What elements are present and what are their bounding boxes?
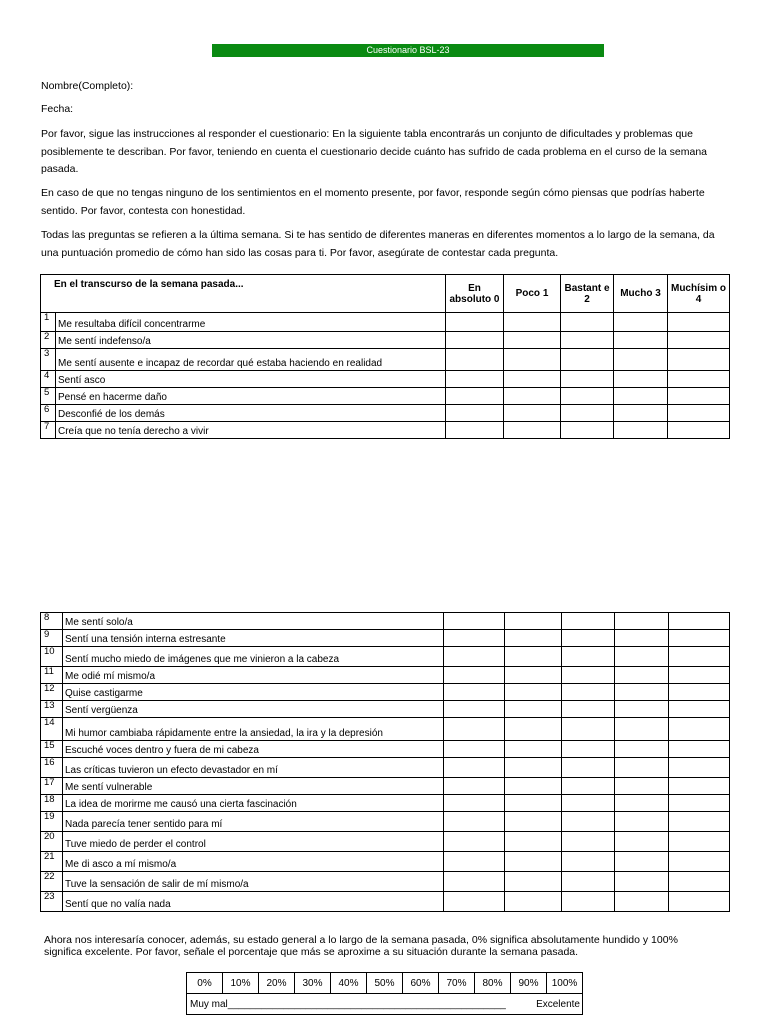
question-row <box>41 349 730 371</box>
question-number: 11 <box>41 667 63 684</box>
question-number: 9 <box>41 630 63 647</box>
percentage-option[interactable]: 80% <box>475 973 511 994</box>
col-header-not-at-all: En absoluto 0 <box>446 275 504 313</box>
question-row <box>41 613 730 630</box>
question-text: Sentí que no valía nada <box>63 892 444 912</box>
answer-cell-4[interactable] <box>669 852 730 872</box>
answer-cell-2[interactable] <box>562 667 615 684</box>
question-number: 17 <box>41 778 63 795</box>
answer-cell-4[interactable] <box>669 684 730 701</box>
answer-cell-3[interactable] <box>614 405 668 422</box>
question-row <box>41 667 730 684</box>
answer-cell-3[interactable] <box>615 812 669 832</box>
question-number: 2 <box>41 332 56 349</box>
answer-cell-3[interactable] <box>615 701 669 718</box>
general-state-instructions: Ahora nos interesaría conocer, además, su estado general a lo largo de la semana pasada, 0% significa absolutamente hundido y 100% significa excelente. Por favor, señale el porcentaje que más se aproxime a su situación durante la semana pasada. <box>44 934 678 958</box>
question-number: 22 <box>41 872 63 892</box>
question-number: 10 <box>41 647 63 667</box>
answer-cell-1[interactable] <box>505 647 562 667</box>
answer-cell-3[interactable] <box>615 718 669 741</box>
answer-cell-1[interactable] <box>505 701 562 718</box>
answer-cell-1[interactable] <box>505 667 562 684</box>
answer-cell-1[interactable] <box>505 892 562 912</box>
answer-cell-2[interactable] <box>562 872 615 892</box>
question-row <box>41 647 730 667</box>
question-row <box>41 758 730 778</box>
percentage-option[interactable]: 70% <box>439 973 475 994</box>
answer-cell-4[interactable] <box>668 405 730 422</box>
question-number: 5 <box>41 388 56 405</box>
answer-cell-4[interactable] <box>669 795 730 812</box>
answer-cell-0[interactable] <box>446 405 504 422</box>
answer-cell-4[interactable] <box>668 313 730 332</box>
answer-cell-3[interactable] <box>614 313 668 332</box>
percentage-option[interactable]: 90% <box>511 973 547 994</box>
answer-cell-0[interactable] <box>444 795 505 812</box>
question-row <box>41 422 730 439</box>
answer-cell-4[interactable] <box>669 741 730 758</box>
answer-cell-3[interactable] <box>615 647 669 667</box>
answer-cell-3[interactable] <box>615 872 669 892</box>
question-number: 21 <box>41 852 63 872</box>
answer-cell-2[interactable] <box>562 778 615 795</box>
question-number: 20 <box>41 832 63 852</box>
answer-cell-1[interactable] <box>504 422 561 439</box>
answer-cell-3[interactable] <box>615 778 669 795</box>
answer-cell-4[interactable] <box>669 872 730 892</box>
answer-cell-4[interactable] <box>669 778 730 795</box>
percentage-option[interactable]: 60% <box>403 973 439 994</box>
instructions-paragraph-3: Todas las preguntas se refieren a la última semana. Si te has sentido de diferentes maneras en diferentes momentos a lo largo de la semana, da una puntuación promedio de cómo han sido las cosas para ti. Por favor, asegúrate de contestar cada pregunta. <box>41 229 715 259</box>
answer-cell-3[interactable] <box>615 630 669 647</box>
question-text: Me sentí ausente e incapaz de recordar qué estaba haciendo en realidad <box>56 349 446 371</box>
question-row <box>41 388 730 405</box>
answer-cell-4[interactable] <box>668 422 730 439</box>
scale-low-label: Muy mal <box>190 998 228 1010</box>
name-field-label: Nombre(Completo): <box>41 80 134 92</box>
percentage-option[interactable]: 20% <box>259 973 295 994</box>
answer-cell-1[interactable] <box>505 778 562 795</box>
question-number: 18 <box>41 795 63 812</box>
question-number: 14 <box>41 718 63 741</box>
answer-cell-2[interactable] <box>562 684 615 701</box>
question-number: 4 <box>41 371 56 388</box>
answer-cell-4[interactable] <box>668 371 730 388</box>
answer-cell-2[interactable] <box>562 852 615 872</box>
answer-cell-1[interactable] <box>505 832 562 852</box>
col-header-quite: Bastant e 2 <box>561 275 614 313</box>
question-row <box>41 701 730 718</box>
answer-cell-3[interactable] <box>615 684 669 701</box>
question-row <box>41 832 730 852</box>
answer-cell-1[interactable] <box>505 795 562 812</box>
question-row <box>41 892 730 912</box>
answer-cell-0[interactable] <box>444 684 505 701</box>
answer-cell-3[interactable] <box>615 667 669 684</box>
question-text: Quise castigarme <box>63 684 444 701</box>
question-number: 8 <box>41 613 63 630</box>
answer-cell-3[interactable] <box>614 332 668 349</box>
answer-cell-0[interactable] <box>444 852 505 872</box>
question-number: 23 <box>41 892 63 912</box>
answer-cell-1[interactable] <box>505 630 562 647</box>
question-text: Tuve miedo de perder el control <box>63 832 444 852</box>
question-number: 6 <box>41 405 56 422</box>
answer-cell-1[interactable] <box>505 812 562 832</box>
question-row <box>41 795 730 812</box>
answer-cell-4[interactable] <box>669 647 730 667</box>
question-row <box>41 778 730 795</box>
answer-cell-4[interactable] <box>669 832 730 852</box>
answer-cell-1[interactable] <box>504 405 561 422</box>
answer-cell-4[interactable] <box>669 613 730 630</box>
answer-cell-1[interactable] <box>505 684 562 701</box>
percentage-option[interactable]: 0% <box>187 973 223 994</box>
question-text: Sentí una tensión interna estresante <box>63 630 444 647</box>
answer-cell-3[interactable] <box>614 371 668 388</box>
answer-cell-2[interactable] <box>561 388 614 405</box>
answer-cell-0[interactable] <box>446 371 504 388</box>
question-row <box>41 405 730 422</box>
answer-cell-2[interactable] <box>562 892 615 912</box>
answer-cell-2[interactable] <box>561 313 614 332</box>
answer-cell-3[interactable] <box>615 741 669 758</box>
answer-cell-0[interactable] <box>446 349 504 371</box>
question-number: 3 <box>41 349 56 371</box>
answer-cell-0[interactable] <box>444 832 505 852</box>
question-row <box>41 741 730 758</box>
answer-cell-0[interactable] <box>444 812 505 832</box>
answer-cell-1[interactable] <box>504 388 561 405</box>
percentage-option[interactable]: 100% <box>547 973 583 994</box>
question-text: Escuché voces dentro y fuera de mi cabeza <box>63 741 444 758</box>
answer-cell-3[interactable] <box>615 758 669 778</box>
answer-cell-3[interactable] <box>614 349 668 371</box>
answer-cell-0[interactable] <box>444 778 505 795</box>
answer-cell-2[interactable] <box>562 647 615 667</box>
question-text: Las críticas tuvieron un efecto devastador en mí <box>63 758 444 778</box>
answer-cell-4[interactable] <box>669 630 730 647</box>
answer-cell-4[interactable] <box>669 701 730 718</box>
question-number: 15 <box>41 741 63 758</box>
question-number: 16 <box>41 758 63 778</box>
answer-cell-0[interactable] <box>444 613 505 630</box>
question-text: Sentí mucho miedo de imágenes que me vinieron a la cabeza <box>63 647 444 667</box>
answer-cell-2[interactable] <box>561 349 614 371</box>
question-number: 12 <box>41 684 63 701</box>
question-text: Pensé en hacerme daño <box>56 388 446 405</box>
col-header-very-much: Muchísim o 4 <box>668 275 730 313</box>
answer-cell-1[interactable] <box>505 741 562 758</box>
question-text: Mi humor cambiaba rápidamente entre la ansiedad, la ira y la depresión <box>63 718 444 741</box>
question-row <box>41 684 730 701</box>
answer-cell-2[interactable] <box>561 405 614 422</box>
answer-cell-0[interactable] <box>444 741 505 758</box>
answer-cell-1[interactable] <box>505 852 562 872</box>
answer-cell-1[interactable] <box>505 613 562 630</box>
question-text: Sentí asco <box>56 371 446 388</box>
answer-cell-0[interactable] <box>444 718 505 741</box>
question-number: 19 <box>41 812 63 832</box>
answer-cell-3[interactable] <box>614 388 668 405</box>
percentage-option[interactable]: 30% <box>295 973 331 994</box>
answer-cell-3[interactable] <box>614 422 668 439</box>
question-text: Creía que no tenía derecho a vivir <box>56 422 446 439</box>
question-text: Me sentí vulnerable <box>63 778 444 795</box>
question-text: Me odié mí mismo/a <box>63 667 444 684</box>
answer-cell-3[interactable] <box>615 613 669 630</box>
answer-cell-4[interactable] <box>669 812 730 832</box>
col-header-a-little: Poco 1 <box>504 275 561 313</box>
answer-cell-0[interactable] <box>444 630 505 647</box>
questionnaire-table-part-1 <box>40 274 730 439</box>
answer-cell-2[interactable] <box>562 812 615 832</box>
question-column-header: En el transcurso de la semana pasada... <box>41 275 446 313</box>
scale-high-label: Excelente <box>536 998 580 1010</box>
col-header-much: Mucho 3 <box>614 275 668 313</box>
question-row <box>41 812 730 832</box>
answer-cell-0[interactable] <box>444 758 505 778</box>
scale-labels-row: Muy mal__________________________________________________ Excelente <box>187 994 583 1015</box>
answer-cell-2[interactable] <box>562 701 615 718</box>
percentage-scale <box>186 972 583 1015</box>
answer-cell-2[interactable] <box>562 718 615 741</box>
answer-cell-0[interactable] <box>446 422 504 439</box>
answer-cell-0[interactable] <box>446 332 504 349</box>
question-number: 1 <box>41 313 56 332</box>
answer-cell-1[interactable] <box>504 313 561 332</box>
answer-cell-2[interactable] <box>561 332 614 349</box>
answer-cell-1[interactable] <box>505 718 562 741</box>
question-text: La idea de morirme me causó una cierta fascinación <box>63 795 444 812</box>
question-row <box>41 313 730 332</box>
percentage-option[interactable]: 40% <box>331 973 367 994</box>
date-field-label: Fecha: <box>41 103 74 115</box>
question-row <box>41 852 730 872</box>
question-number: 13 <box>41 701 63 718</box>
question-text: Me sentí indefenso/a <box>56 332 446 349</box>
question-row <box>41 332 730 349</box>
answer-cell-2[interactable] <box>562 795 615 812</box>
answer-cell-4[interactable] <box>669 758 730 778</box>
questionnaire-table-part-2 <box>40 612 730 912</box>
answer-cell-4[interactable] <box>668 332 730 349</box>
question-text: Me di asco a mí mismo/a <box>63 852 444 872</box>
answer-cell-1[interactable] <box>504 332 561 349</box>
questionnaire-title: Cuestionario BSL-23 <box>212 44 604 57</box>
answer-cell-0[interactable] <box>444 872 505 892</box>
answer-cell-2[interactable] <box>561 371 614 388</box>
answer-cell-4[interactable] <box>669 667 730 684</box>
question-text: Desconfié de los demás <box>56 405 446 422</box>
answer-cell-0[interactable] <box>446 388 504 405</box>
answer-cell-0[interactable] <box>444 647 505 667</box>
answer-cell-2[interactable] <box>562 613 615 630</box>
answer-cell-1[interactable] <box>505 872 562 892</box>
question-text: Me sentí solo/a <box>63 613 444 630</box>
answer-cell-1[interactable] <box>504 371 561 388</box>
answer-cell-0[interactable] <box>444 892 505 912</box>
answer-cell-2[interactable] <box>561 422 614 439</box>
question-text: Me resultaba difícil concentrarme <box>56 313 446 332</box>
question-row <box>41 872 730 892</box>
answer-cell-0[interactable] <box>444 667 505 684</box>
percentage-option[interactable]: 10% <box>223 973 259 994</box>
question-number: 7 <box>41 422 56 439</box>
question-text: Sentí vergüenza <box>63 701 444 718</box>
percentage-option[interactable]: 50% <box>367 973 403 994</box>
answer-cell-2[interactable] <box>562 741 615 758</box>
question-text: Nada parecía tener sentido para mí <box>63 812 444 832</box>
question-row <box>41 630 730 647</box>
answer-cell-1[interactable] <box>505 758 562 778</box>
answer-cell-3[interactable] <box>615 892 669 912</box>
answer-cell-0[interactable] <box>444 701 505 718</box>
answer-cell-2[interactable] <box>562 758 615 778</box>
answer-cell-0[interactable] <box>446 313 504 332</box>
answer-cell-2[interactable] <box>562 832 615 852</box>
answer-cell-3[interactable] <box>615 852 669 872</box>
answer-cell-4[interactable] <box>669 892 730 912</box>
instructions-paragraph-2: En caso de que no tengas ninguno de los sentimientos en el momento presente, por favor, responde según cómo piensas que podrías haberte sentido. Por favor, contesta con honestidad. <box>41 187 705 217</box>
question-text: Tuve la sensación de salir de mí mismo/a <box>63 872 444 892</box>
answer-cell-3[interactable] <box>615 832 669 852</box>
answer-cell-4[interactable] <box>669 718 730 741</box>
answer-cell-4[interactable] <box>668 349 730 371</box>
question-row <box>41 371 730 388</box>
question-row <box>41 718 730 741</box>
answer-cell-4[interactable] <box>668 388 730 405</box>
answer-cell-3[interactable] <box>615 795 669 812</box>
instructions-paragraph-1: Por favor, sigue las instrucciones al responder el cuestionario: En la siguiente tabla encontrarás un conjunto de dificultades y problemas que posiblemente te describan. Por favor, teniendo en cuenta el cuestionario decide cuánto has sufrido de cada problema en el curso de la semana pasada. <box>41 128 708 175</box>
answer-cell-1[interactable] <box>504 349 561 371</box>
answer-cell-2[interactable] <box>562 630 615 647</box>
